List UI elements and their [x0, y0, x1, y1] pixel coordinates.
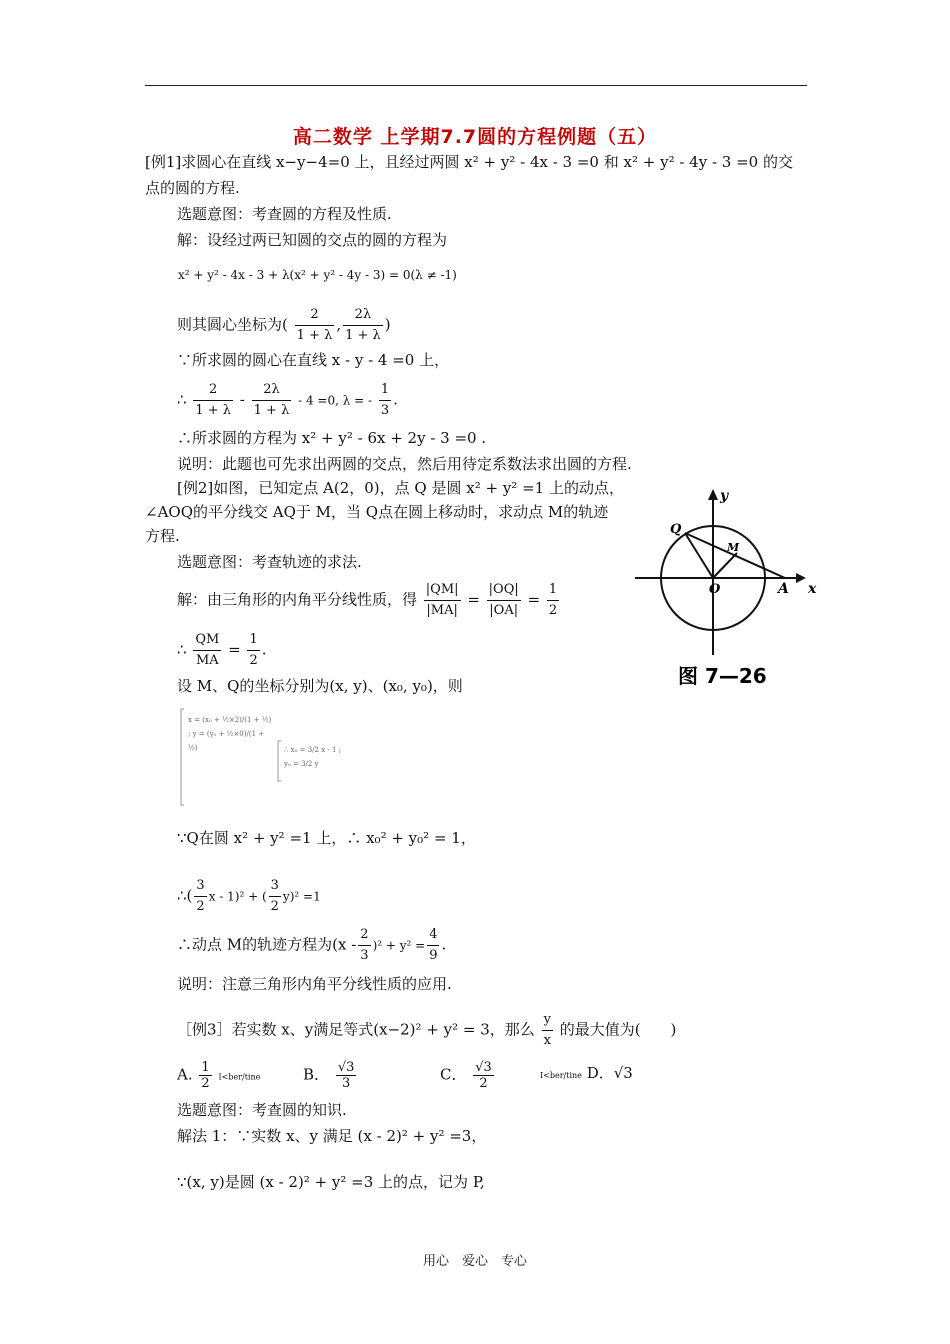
- numerator: 1: [379, 380, 391, 401]
- fraction: [269, 876, 281, 917]
- fraction: [295, 305, 335, 346]
- figure-caption: 图 7—26: [678, 664, 767, 688]
- denominator: 2: [548, 603, 558, 618]
- numerator: 3: [269, 876, 281, 897]
- ex1-center-on-line: ∵所求圆的圆心在直线 x - y - 4 =0 上，: [177, 351, 450, 369]
- ex2-line1: [例2]如图，已知定点 A(2，0)，点 Q 是圆 x² + y² =1 上的动点，: [177, 479, 624, 497]
- fraction: [252, 380, 292, 421]
- ex3-solution-2: ∵(x, y)是圆 (x - 2)² + y² =3 上的点，记为 P,: [177, 1173, 485, 1191]
- numerator: 2λ: [343, 305, 383, 326]
- fraction: [542, 1010, 553, 1051]
- ex1-line2: 点的圆的方程.: [145, 179, 240, 197]
- fraction: [247, 630, 259, 671]
- ex2-locus: ∴动点 M的轨迹方程为(x - $\frac{2}{3}$ )² + y² = $\frac{4}{9}$ .: [177, 925, 446, 966]
- numerator: 4: [427, 925, 439, 946]
- numerator: 1: [547, 580, 559, 601]
- numerator: 3: [194, 876, 206, 897]
- ex1-center-line: 则其圆心坐标为( $\frac{2}{1 + \lambda}$ , $\frac{2\lambda}{1 + \lambda}$ ): [177, 305, 391, 346]
- fraction: [193, 630, 221, 671]
- fig-label-y: y: [720, 488, 729, 504]
- ex1-note: 说明：此题也可先求出两圆的交点，然后用待定系数法求出圆的方程.: [177, 455, 632, 473]
- ex1-line1: [例1]求圆心在直线 x−y−4=0 上，且经过两圆 x² + y² - 4x - 3 =0 和 x² + y² - 4y - 3 =0 的交: [145, 153, 793, 171]
- denominator: 1 + λ: [195, 403, 231, 418]
- ex2-q-on-circle: ∵Q在圆 x² + y² =1 上，∴ x₀² + y₀² = 1，: [177, 829, 476, 847]
- denominator: 2: [249, 653, 258, 668]
- ex2-equation-system: [178, 705, 348, 810]
- numerator: y: [542, 1010, 553, 1031]
- option-d-tag: I<ber/tine: [540, 1071, 582, 1080]
- fig-label-q: Q: [670, 522, 682, 537]
- numerator: √3: [475, 1060, 492, 1075]
- option-c[interactable]: C． $\frac{√3}{2}$: [440, 1060, 492, 1091]
- page-title: 高二数学 上学期7.7圆的方程例题（五）: [292, 126, 658, 148]
- ex3-solution-1: 解法 1：∵实数 x、y 满足 (x - 2)² + y² =3，: [177, 1127, 487, 1145]
- fraction: [424, 580, 461, 621]
- ex1-family-equation: x² + y² - 4x - 3 + λ(x² + y² - 4y - 3) = 0(λ ≠ -1): [178, 268, 457, 282]
- denominator: |MA|: [426, 603, 458, 618]
- numerator: |QM|: [424, 580, 461, 601]
- fraction: [473, 1060, 494, 1091]
- ex2-ratio: ∴ $\frac{QM}{MA}$ = $\frac{1}{2}$ .: [177, 630, 267, 671]
- ex2-line3: 方程.: [145, 527, 180, 545]
- ex1-intent: 选题意图：考查圆的方程及性质.: [177, 205, 392, 223]
- denominator: |OA|: [489, 603, 519, 618]
- fraction: [343, 305, 383, 346]
- fraction: [487, 580, 521, 621]
- figure-7-26: [630, 485, 820, 694]
- fraction: [199, 1060, 211, 1091]
- ex2-substitution: ∴( $\frac{3}{2}$ x - 1)² + ( $\frac{3}{2}$ y)² =1: [177, 876, 321, 917]
- numerator: 1: [201, 1060, 210, 1075]
- ex2-solution: 解：由三角形的内角平分线性质，得 $\frac{|QM|}{|MA|}$ = $\frac{|OQ|}{|OA|}$ = $\frac{1}{2}$: [177, 580, 561, 621]
- denominator: 3: [360, 948, 369, 963]
- denominator: x: [543, 1033, 551, 1048]
- fraction: [358, 925, 370, 966]
- fraction: [336, 1060, 357, 1091]
- option-a[interactable]: A. $\frac{1}{2}$ I<ber/tine: [177, 1060, 261, 1091]
- numerator: √3: [337, 1060, 355, 1075]
- ex2-intent: 选题意图：考查轨迹的求法.: [177, 553, 362, 571]
- denominator: 2: [270, 899, 279, 914]
- fig-label-o: O: [709, 582, 721, 597]
- fig-label-a: A: [778, 581, 789, 597]
- numerator: 2: [193, 380, 233, 401]
- system-right: ∴ x₀ = 3/2 x - 1 ; y₀ = 3/2 y: [284, 746, 342, 768]
- numerator: 2: [358, 925, 370, 946]
- denominator: 1 + λ: [253, 403, 290, 418]
- denominator: 3: [380, 403, 390, 418]
- ex1-lambda-solve: ∴ $\frac{2}{1 + \lambda}$ - $\frac{2\lambda}{1 + \lambda}$ - 4 =0, λ = - $\frac{1}{3}$ .: [177, 380, 398, 421]
- denominator: 2: [201, 1076, 210, 1091]
- ex3-intent: 选题意图：考查圆的知识.: [177, 1101, 347, 1119]
- fig-label-x: x: [808, 581, 817, 597]
- ex2-line2: ∠AOQ的平分线交 AQ于 M，当 Q点在圆上移动时，求动点 M的轨迹: [145, 503, 609, 521]
- ex2-coords: 设 M、Q的坐标分别为(x, y)、(x₀, y₀)，则: [177, 677, 463, 695]
- fig-label-m: M: [727, 541, 740, 554]
- denominator: 1 + λ: [345, 328, 381, 343]
- denominator: 3: [341, 1076, 351, 1091]
- denominator: 2: [196, 899, 205, 914]
- option-d[interactable]: I<ber/tine D．√3: [540, 1064, 633, 1082]
- fraction: [193, 380, 233, 421]
- denominator: MA: [195, 653, 219, 668]
- numerator: QM: [193, 630, 221, 651]
- fraction: [379, 380, 391, 421]
- numerator: 2λ: [252, 380, 292, 401]
- numerator: |OQ|: [487, 580, 521, 601]
- denominator: 9: [429, 948, 438, 963]
- ex2-note: 说明：注意三角形内角平分线性质的应用.: [177, 975, 452, 993]
- header-rule: [145, 85, 807, 86]
- ex1-result: ∴所求圆的方程为 x² + y² - 6x + 2y - 3 =0 .: [177, 429, 487, 447]
- circle-diagram: [630, 485, 820, 690]
- fraction: [194, 876, 206, 917]
- ex3-question: ［例3］若实数 x、y满足等式(x−2)² + y² = 3，那么 $\frac{y}{x}$ 的最大值为( ): [177, 1010, 676, 1051]
- numerator: 1: [247, 630, 259, 651]
- denominator: 2: [479, 1076, 488, 1091]
- fraction: [547, 580, 559, 621]
- option-a-tag: I<ber/tine: [218, 1072, 261, 1082]
- ex1-solution-intro: 解：设经过两已知圆的交点的圆的方程为: [177, 231, 448, 249]
- fraction: [427, 925, 439, 966]
- numerator: 2: [295, 305, 335, 326]
- denominator: 1 + λ: [296, 328, 333, 343]
- option-b[interactable]: B． $\frac{√3}{3}$: [303, 1060, 355, 1091]
- page-footer: 用心 爱心 专心: [422, 1254, 527, 1269]
- system-left: x = (x₀ + ½×2)/(1 + ½) ; y = (y₀ + ½×0)/(1 + ½): [188, 716, 272, 752]
